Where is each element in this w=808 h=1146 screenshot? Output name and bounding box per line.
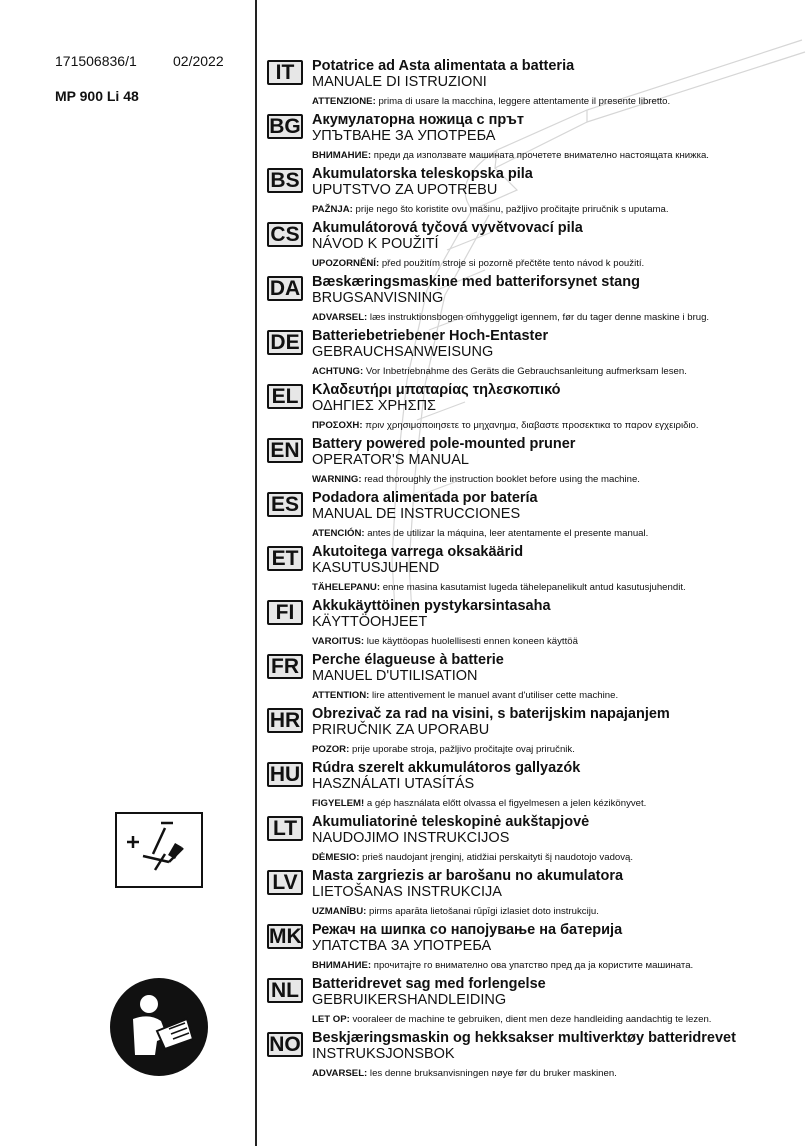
warning-body: vooraleer de machine te gebruiken, dient men deze handleiding aandachtig te lezen. <box>349 1014 712 1025</box>
language-code-badge: ES <box>267 492 303 517</box>
manual-title: HASZNÁLATI UTASÍTÁS <box>312 776 475 792</box>
language-code-badge: HR <box>267 708 303 733</box>
language-block-fi <box>267 598 797 650</box>
warning-label: LET OP: <box>312 1014 350 1025</box>
warning-label: UPOZORNĚNÍ: <box>312 258 380 269</box>
warning-text <box>312 204 669 215</box>
product-title: Obrezivač za rad na visini, s baterijskim napajanjem <box>312 706 670 722</box>
warning-label: ADVARSEL: <box>312 1068 368 1079</box>
language-block-et <box>267 544 797 596</box>
warning-body: pirms aparāta lietošanai rūpīgi izlasiet doto instrukciju. <box>366 906 599 917</box>
warning-label: ATTENZIONE: <box>312 96 376 107</box>
language-code-badge: ET <box>267 546 303 571</box>
manual-title: GEBRAUCHSANWEISUNG <box>312 344 494 360</box>
product-title: Masta zargriezis ar barošanu no akumulatora <box>312 868 624 884</box>
warning-text <box>312 1068 617 1079</box>
warning-body: lue käyttöopas huolellisesti ennen koneen käyttöä <box>364 636 578 647</box>
warning-body: prije uporabe stroja, pažljivo pročitajte ovaj priručnik. <box>349 744 575 755</box>
manual-title: NAUDOJIMO INSTRUKCIJOS <box>312 830 510 846</box>
language-code-badge: CS <box>267 222 303 247</box>
warning-text <box>312 798 646 809</box>
manual-title: KÄYTTÖOHJEET <box>312 614 428 630</box>
language-code-badge: LV <box>267 870 303 895</box>
manual-title: ΟΔΗΓΙΕΣ ΧΡΗΣΠΣ <box>312 398 437 414</box>
language-code-badge: FI <box>267 600 303 625</box>
product-title: Akkukäyttöinen pystykarsintasaha <box>312 598 551 614</box>
warning-label: ВНИМАНИЕ: <box>312 960 372 971</box>
language-code-badge: BG <box>267 114 303 139</box>
language-block-lv <box>267 868 797 920</box>
product-title: Batteriebetriebener Hoch-Entaster <box>312 328 549 344</box>
warning-body: les denne bruksanvisningen nøye før du bruker maskinen. <box>367 1068 617 1079</box>
warning-label: WARNING: <box>312 474 362 485</box>
warning-label: ВНИМАНИЕ: <box>312 150 372 161</box>
product-title: Podadora alimentada por batería <box>312 490 538 506</box>
warning-text <box>312 582 686 593</box>
warning-text <box>312 258 644 269</box>
language-block-fr <box>267 652 797 704</box>
warning-text <box>312 150 709 161</box>
warning-body: lire attentivement le manuel avant d'utiliser cette machine. <box>369 690 619 701</box>
product-title: Potatrice ad Asta alimentata a batteria <box>312 58 575 74</box>
manual-title: NÁVOD K POUŽITÍ <box>312 236 439 252</box>
warning-text <box>312 474 640 485</box>
warning-label: TÄHELEPANU: <box>312 582 381 593</box>
product-title: Akutoitega varrega oksakäärid <box>312 544 524 560</box>
language-block-el <box>267 382 797 434</box>
manual-title: GEBRUIKERSHANDLEIDING <box>312 992 507 1008</box>
product-title: Akumulátorová tyčová vyvětvovací pila <box>312 220 583 236</box>
language-block-hu <box>267 760 797 812</box>
warning-body: a gép használata előtt olvassa el figyelmesen a jelen kézikönyvet. <box>364 798 647 809</box>
warning-text <box>312 852 633 863</box>
language-code-badge: IT <box>267 60 303 85</box>
language-block-bs <box>267 166 797 218</box>
warning-body: prima di usare la macchina, leggere attentamente il presente libretto. <box>375 96 671 107</box>
warning-text <box>312 96 670 107</box>
product-title: Κλαδευτήρι μπαταρίας τηλεσκοπικό <box>312 382 561 398</box>
warning-text <box>312 312 709 323</box>
manual-title: MANUALE DI ISTRUZIONI <box>312 74 487 90</box>
manual-title: УПАТСТВА ЗА УПОТРЕБА <box>312 938 492 954</box>
language-code-badge: EN <box>267 438 303 463</box>
warning-label: ADVARSEL: <box>312 312 368 323</box>
language-block-de <box>267 328 797 380</box>
language-block-da <box>267 274 797 326</box>
manual-title: MANUAL DE INSTRUCCIONES <box>312 506 521 522</box>
model-name: MP 900 Li 48 <box>55 88 139 104</box>
product-title: Bæskæringsmaskine med batteriforsynet stang <box>312 274 640 290</box>
product-title: Акумулаторна ножица с прът <box>312 112 524 128</box>
read-manual-icon <box>109 977 209 1077</box>
warning-label: FIGYELEM! <box>312 798 365 809</box>
warning-label: ACHTUNG: <box>312 366 364 377</box>
manual-title: KASUTUSJUHEND <box>312 560 440 576</box>
document-date: 02/2022 <box>173 53 224 69</box>
document-code: 171506836/1 <box>55 53 137 69</box>
language-code-badge: LT <box>267 816 303 841</box>
warning-label: VAROITUS: <box>312 636 365 647</box>
language-code-badge: MK <box>269 925 302 948</box>
warning-body: πριν χρησιμοποιησετε το μηχανημα, διαβαστε προσεκτικα το παρον εγχειριδιο. <box>362 420 699 431</box>
warning-text <box>312 906 599 917</box>
manual-title: OPERATOR'S MANUAL <box>312 452 469 468</box>
language-block-it <box>267 58 797 110</box>
language-code-badge: NO <box>267 1032 303 1057</box>
warning-text <box>312 636 578 647</box>
battery-polarity-icon <box>115 812 203 888</box>
warning-text <box>312 960 693 971</box>
warning-text <box>312 366 687 377</box>
product-title: Beskjæringsmaskin og hekksakser multiverktøy batteridrevet <box>312 1030 736 1046</box>
warning-text <box>312 420 699 431</box>
language-code-badge: DE <box>267 330 303 355</box>
warning-body: Vor Inbetriebnahme des Geräts die Gebrauchsanleitung aufmerksam lesen. <box>363 366 687 377</box>
column-divider <box>255 0 257 1146</box>
manual-title: УПЪТВАНЕ ЗА УПОТРЕБА <box>312 128 496 144</box>
language-block-hr <box>267 706 797 758</box>
warning-text <box>312 1014 711 1025</box>
product-title: Режач на шипка со напојување на батерија <box>312 922 623 938</box>
language-block-nl <box>267 976 797 1028</box>
warning-body: prije nego što koristite ovu mašinu, pažljivo pročitajte priručnik s uputama. <box>352 204 669 215</box>
language-code-badge: BS <box>267 168 303 193</box>
language-code-badge: FR <box>267 654 303 679</box>
product-title: Akumulatorska teleskopska pila <box>312 166 533 182</box>
warning-body: antes de utilizar la máquina, leer atentamente el presente manual. <box>364 528 649 539</box>
language-code-badge: EL <box>267 384 303 409</box>
manual-title: MANUEL D'UTILISATION <box>312 668 478 684</box>
language-block-en <box>267 436 797 488</box>
language-block-no <box>267 1030 797 1082</box>
product-title: Rúdra szerelt akkumulátoros gallyazók <box>312 760 581 776</box>
language-block-bg <box>267 112 797 164</box>
product-title: Battery powered pole-mounted pruner <box>312 436 576 452</box>
manual-title: LIETOŠANAS INSTRUKCIJA <box>312 884 502 900</box>
manual-title: INSTRUKSJONSBOK <box>312 1046 455 1062</box>
product-title: Akumuliatorinė teleskopinė aukštapjovė <box>312 814 590 830</box>
product-title: Perche élagueuse à batterie <box>312 652 504 668</box>
language-code-badge: DA <box>267 276 303 301</box>
warning-label: ΠΡΟΣΟΧΗ: <box>312 420 363 431</box>
manual-title: PRIRUČNIK ZA UPORABU <box>312 722 490 738</box>
warning-text <box>312 690 618 701</box>
warning-label: POZOR: <box>312 744 350 755</box>
warning-body: před použitím stroje si pozorně přečtěte tento návod k použití. <box>379 258 645 269</box>
warning-label: DĖMESIO: <box>312 852 360 863</box>
warning-text <box>312 528 648 539</box>
language-block-lt <box>267 814 797 866</box>
warning-body: read thoroughly the instruction booklet before using the machine. <box>361 474 640 485</box>
warning-label: ATTENTION: <box>312 690 370 701</box>
warning-body: prieš naudojant įrenginį, atidžiai perskaityti šį naudotojo vadovą. <box>359 852 634 863</box>
language-block-es <box>267 490 797 542</box>
product-title: Batteridrevet sag med forlengelse <box>312 976 546 992</box>
warning-body: læs instruktionsbogen omhyggeligt igennem, før du tager denne maskine i brug. <box>367 312 710 323</box>
warning-body: enne masina kasutamist lugeda tähelepanelikult antud kasutusjuhendit. <box>380 582 686 593</box>
manual-title: UPUTSTVO ZA UPOTREBU <box>312 182 498 198</box>
language-code-badge: NL <box>267 978 303 1003</box>
warning-text <box>312 744 575 755</box>
warning-label: UZMANĪBU: <box>312 906 367 917</box>
warning-label: PAŽNJA: <box>312 204 353 215</box>
manual-title: BRUGSANVISNING <box>312 290 444 306</box>
warning-label: ATENCIÓN: <box>312 528 365 539</box>
language-block-mk <box>267 922 797 974</box>
warning-body: преди да използвате машината прочетете внимателно настоящата книжка. <box>371 150 709 161</box>
language-code-badge: HU <box>267 762 303 787</box>
language-block-cs <box>267 220 797 272</box>
warning-body: прочитајте го внимателно ова упатство пред да ја користите машината. <box>371 960 694 971</box>
